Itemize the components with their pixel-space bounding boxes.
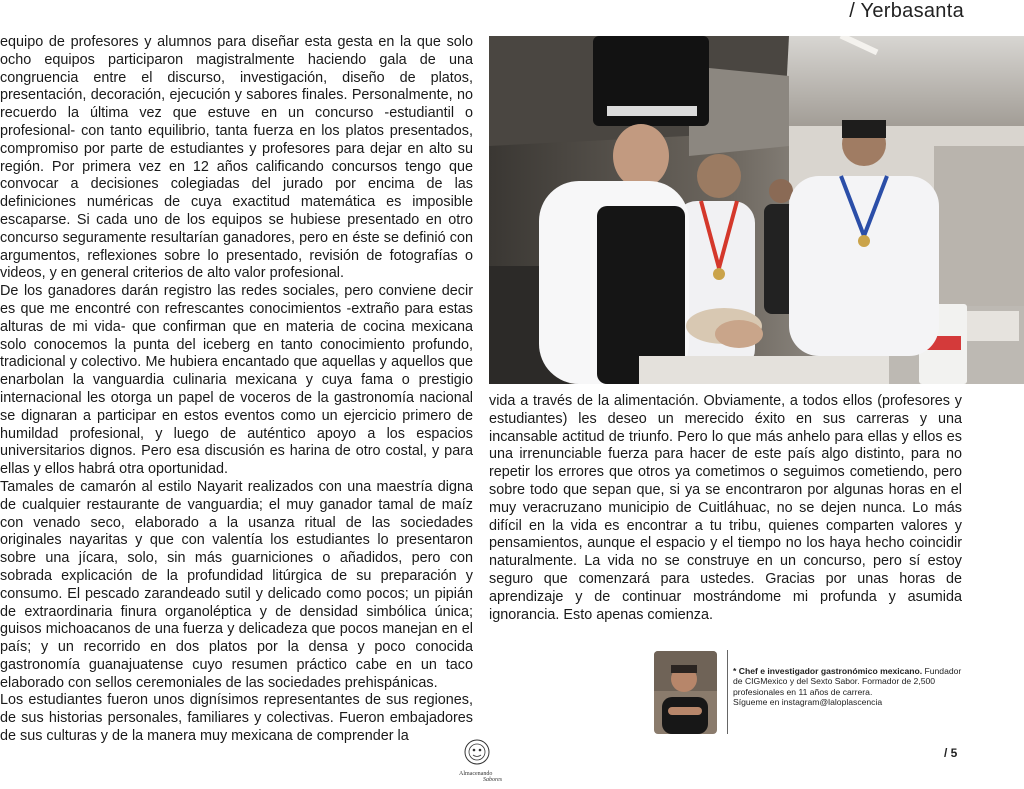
almacenando-sabores-logo [457,738,515,784]
article-paragraph: equipo de profesores y alumnos para diseñar esta gesta en la que solo ocho equipos participaron magistralmente haciendo gala de una congruencia entre el discurso, investigación, diseño de platos, presentación, decoración, ejecución y sabores finales. Personalmente, no recuerdo la última vez que estuve en un concurso -estudiantil o profesional- con tanto equilibrio, tanta fuerza en los platos presentados, compromiso por parte de estudiantes y profesores para dejar en alto su región. Por primera vez en 12 años calificando concursos tengo que convocar a decisiones colegiadas del jurado por encima de las definiciones numéricas de cuya exactitud matemática es imposible escaparse. Si cada uno de los equipos se hubiese presentado en otro concurso seguramente resultarían ganadores, pero en éste se definió con argumentos, reflexiones sobre lo presentado, revisión de fotografías o videos, y en general criterios de alto valor profesional. [0,34,473,282]
author-instagram: Sígueme en instagram@laloplascencia [733,697,883,708]
author-divider [727,650,728,734]
article-paragraph: De los ganadores darán registro las redes sociales, pero conviene decir es que me encontré con refrescantes conocimientos -extraño para estas alturas de mi vida- que confirman que en materia de cocina mexicana solo conocemos la punta del iceberg en tanto conocimiento profundo, tradicional y colectivo. Me hubiera encantado que aquellas y aquellos que enarbolan la vanguardia culinaria mexicana y cuya fama o prestigio internacional les otorga un papel de voceros de la gastronomía nacional se dignaran a participar en estos eventos como un ejercicio primero de humildad profesional, y luego de auténtico apoyo a los espacios universitarios dignos. Pero esa discusión es harina de otro costal, y para ellas y ellos habrá otra oportunidad. [0,283,473,478]
article-paragraph: vida a través de la alimentación. Obviamente, a todos ellos (profesores y estudiantes) les deseo un merecido éxito en sus carreras y una incansable actitud de triunfo. Pero lo que más anhelo para ellas y ellos es una irrenunciable fuerza para hacer de este país algo distinto, para no repetir los errores que otros ya cometimos o seguimos cometiendo, pero sobre todo que sepan que, si ya se encontraron por algunas horas en el muy veracruzano municipio de Cuitláhuac, no se dejen nunca. Lo más difícil en la vida es encontrar a tu tribu, quienes comparten valores y pensamientos, aunque el espacio y el tiempo no los haya hecho coincidir naturalmente. La vida no se construye en un concurso, pero sí estoy seguro que comenzará para ustedes. Gracias por unas horas de aprendizaje y de continuar mostrándome mi profunda y asumida ignorancia. Esto apenas comienza. [489,393,962,623]
article-right-column [489,393,962,624]
author-bio [733,666,965,708]
logo-text-primary: Almacenando [459,771,493,777]
author-avatar [654,651,717,734]
page-number: / 5 [944,746,958,760]
magazine-brand: / Yerbasanta [849,0,964,22]
article-left-column [0,34,473,746]
article-paragraph: Los estudiantes fueron unos dignísimos representantes de sus regiones, de sus historias personales, familiares y colectivas. Fueron embajadores de sus culturas y de la manera muy mexicana de comprender la [0,692,473,745]
kitchen-competition-photo [489,36,1024,384]
author-role: * Chef e investigador gastronómico mexicano. [733,666,923,676]
author-bio-text: Fundador de CIGMexico y del Sexto Sabor. Formador de 2,500 profesionales en 11 años de carrera. [733,666,962,697]
article-paragraph: Tamales de camarón al estilo Nayarit realizados con una maestría digna de cualquier restaurante de vanguardia; el muy ganador tamal de maíz con venado seco, elaborado a la usanza ritual de las sociedades originales nayaritas y que con valentía los estudiantes lo presentaron sobre una jícara, solo, sin más guarniciones o añadidos, pero con sobrada explicación de la profundidad litúrgica de su preparación y consumo. El pescado zarandeado sutil y delicado como pocos; un pipián de extraordinaria finura organoléptica y de densidad simbólica única; guisos michoacanos de una fuerza y delicadeza que pocos manejan en el país; y un recorrido en dos platos por la densa y poco conocida gastronomía guanajuatense cuyo resumen práctico cabe en un taco elaborado con sellos ceremoniales de las sociedades prehispánicas. [0,478,473,691]
logo-text-secondary: Sabores [483,777,503,783]
